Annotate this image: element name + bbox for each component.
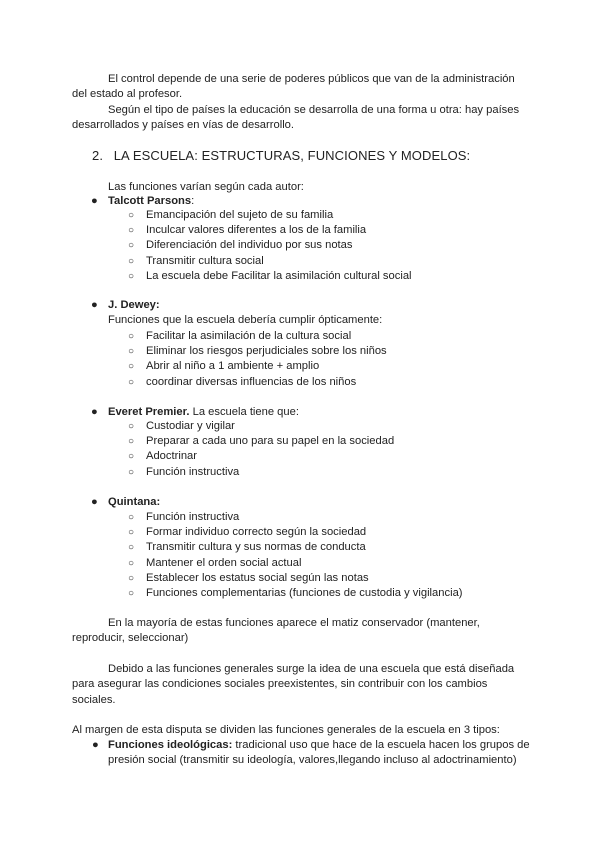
- circle-bullet-icon: ○: [128, 240, 135, 252]
- author-intro: Funciones que la escuela debería cumplir ópticamente:: [108, 314, 383, 327]
- section-title: LA ESCUELA: ESTRUCTURAS, FUNCIONES Y MODELOS:: [113, 148, 471, 163]
- author-name: Talcott Parsons: [108, 195, 192, 207]
- circle-bullet-icon: ○: [128, 512, 135, 523]
- circle-bullet-icon: ○: [128, 451, 135, 463]
- paragraph-conservative: En la mayoría de estas funciones aparece el matiz conservador (mantener, reproducir, seleccionar): [72, 617, 480, 645]
- section-number: 2.: [92, 148, 104, 163]
- section-heading: [92, 148, 470, 164]
- circle-bullet-icon: ○: [128, 436, 135, 448]
- list-item: ○ Preparar a cada uno para su papel en la sociedad: [128, 434, 528, 449]
- circle-bullet-icon: ○: [128, 255, 135, 267]
- circle-bullet-icon: ○: [128, 346, 135, 358]
- author-rest: La escuela tiene que:: [189, 406, 299, 418]
- circle-bullet-icon: ○: [128, 331, 135, 342]
- list-item: ○ Adoctrinar: [128, 449, 528, 464]
- author-name: Quintana:: [108, 496, 161, 508]
- list-item: ○ Mantener el orden social actual: [128, 556, 528, 571]
- list-item: ○ Custodiar y vigilar: [128, 419, 528, 434]
- author-quintana: [72, 495, 532, 510]
- lead-text: Las funciones varían según cada autor:: [108, 181, 304, 193]
- intro-paragraph-1: El control depende de una serie de poderes públicos que van de la administración del estado al profesor.: [72, 73, 515, 101]
- list-item: ○ Transmitir cultura social: [128, 254, 528, 269]
- ideological-functions-item: [92, 738, 542, 769]
- bullet-icon: ●: [91, 195, 98, 207]
- paragraph-three-types: Al margen de esta disputa se dividen las funciones generales de la escuela en 3 tipos:: [72, 724, 500, 736]
- list-item: ○ Función instructiva: [128, 510, 528, 525]
- circle-bullet-icon: ○: [128, 376, 135, 388]
- quintana-list: [128, 510, 528, 601]
- circle-bullet-icon: ○: [128, 210, 135, 221]
- circle-bullet-icon: ○: [128, 557, 135, 569]
- circle-bullet-icon: ○: [128, 527, 135, 539]
- author-name: J. Dewey:: [108, 299, 160, 311]
- circle-bullet-icon: ○: [128, 466, 135, 478]
- circle-bullet-icon: ○: [128, 542, 135, 554]
- list-item: ○ Emancipación del sujeto de su familia: [128, 208, 528, 223]
- list-item: ○ coordinar diversas influencias de los niños: [128, 375, 528, 390]
- circle-bullet-icon: ○: [128, 270, 135, 282]
- circle-bullet-icon: ○: [128, 225, 135, 237]
- author-name: Everet Premier.: [108, 406, 190, 418]
- circle-bullet-icon: ○: [128, 421, 135, 432]
- author-colon: :: [191, 195, 195, 207]
- ideological-label: Funciones ideológicas:: [108, 739, 233, 751]
- bullet-icon: ●: [92, 739, 99, 751]
- paragraph-general-functions: Debido a las funciones generales surge la idea de una escuela que está diseñada para asegurar las condiciones sociales preexistentes, sin contribuir con los cambios sociales.: [72, 663, 515, 706]
- list-item: ○ Diferenciación del individuo por sus notas: [128, 238, 528, 253]
- list-item: ○ Funciones complementarias (funciones de custodia y vigilancia): [128, 586, 528, 601]
- list-item: ○ Transmitir cultura y sus normas de conducta: [128, 540, 528, 555]
- ideological-text: tradicional uso que hace de la escuela hacen los grupos de presión social (transmitir su ideología, valores,llegando incluso al adoctrinamiento): [108, 739, 530, 767]
- bullet-icon: ●: [91, 299, 98, 311]
- list-item: ○ Formar individuo correcto según la sociedad: [128, 525, 528, 540]
- circle-bullet-icon: ○: [128, 361, 135, 373]
- list-item: ○ Eliminar los riesgos perjudiciales sobre los niños: [128, 344, 528, 359]
- list-item: ○ La escuela debe Facilitar la asimilación cultural social: [128, 269, 528, 284]
- list-item: ○ Establecer los estatus social según las notas: [128, 571, 528, 586]
- list-item: ○ Facilitar la asimilación de la cultura social: [128, 329, 528, 344]
- circle-bullet-icon: ○: [128, 588, 135, 600]
- dewey-list: [128, 329, 528, 390]
- premier-list: [128, 419, 528, 480]
- bullet-icon: ●: [91, 496, 98, 508]
- bullet-icon: ●: [91, 406, 98, 418]
- list-item: ○ Función instructiva: [128, 465, 528, 480]
- intro-paragraph-2: Según el tipo de países la educación se desarrolla de una forma u otra: hay países desarrollados y países en vías de desarrollo.: [72, 104, 520, 132]
- author-dewey: [72, 298, 532, 329]
- list-item: ○ Inculcar valores diferentes a los de la familia: [128, 223, 528, 238]
- parsons-list: [128, 208, 528, 284]
- circle-bullet-icon: ○: [128, 572, 135, 584]
- list-item: ○ Abrir al niño a 1 ambiente + amplio: [128, 359, 528, 374]
